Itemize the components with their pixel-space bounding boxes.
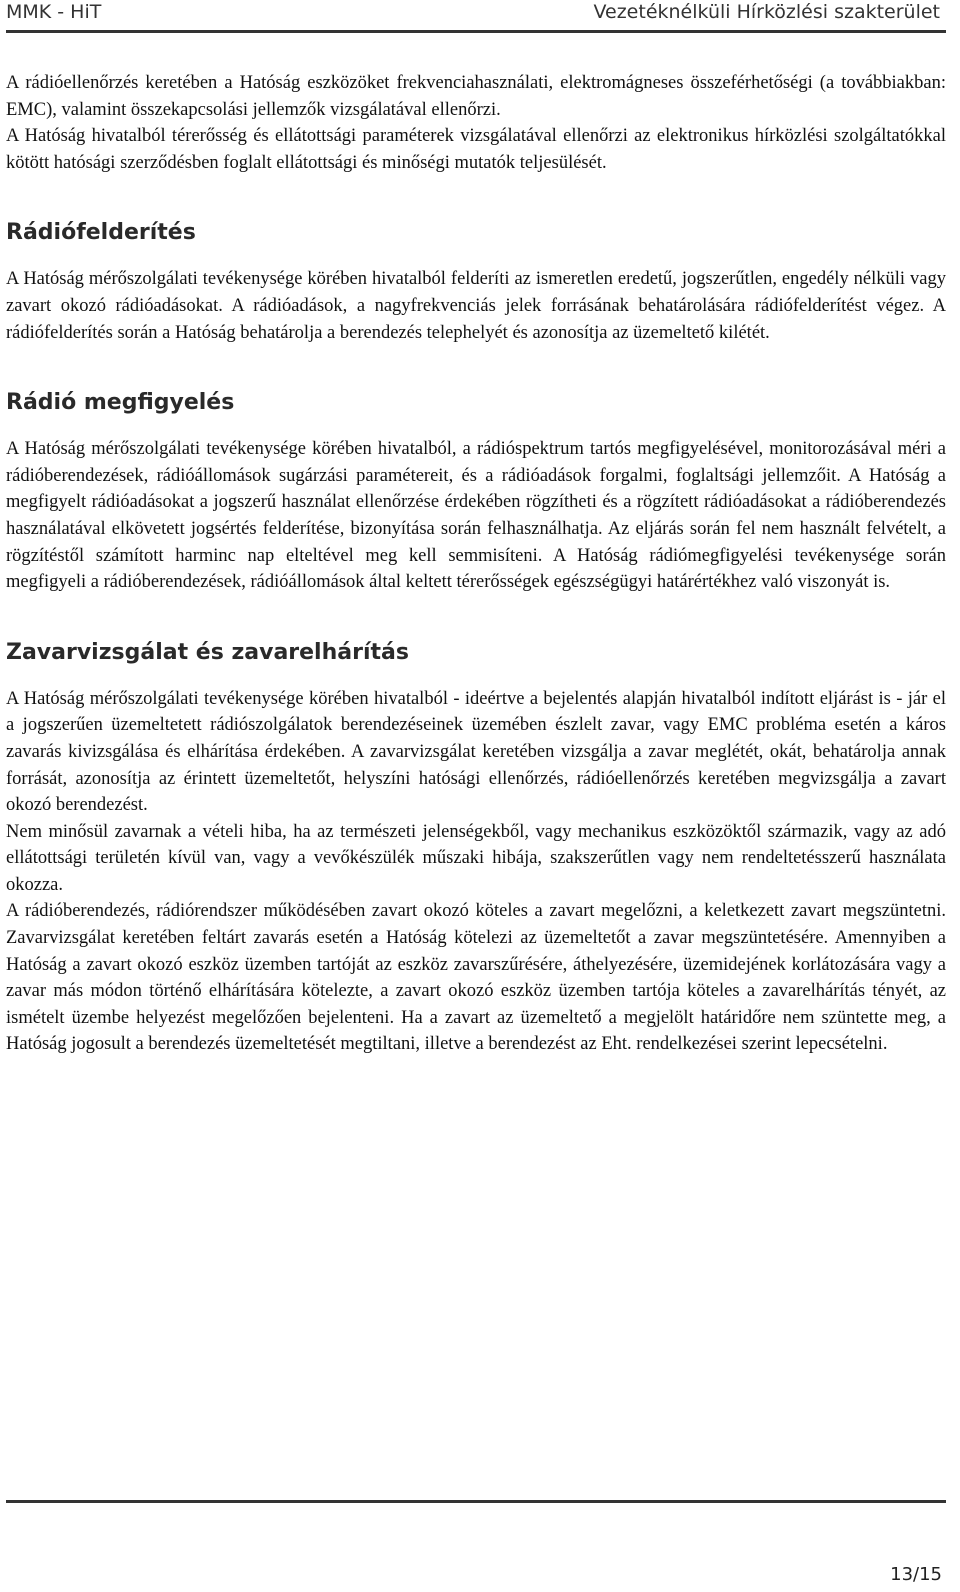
section-title-radio-megfigyeles: Rádió megfigyelés xyxy=(6,390,235,416)
header-right-title: Vezetéknélküli Hírközlési szakterület xyxy=(593,1,940,23)
section-title-zavarvizsgalat: Zavarvizsgálat és zavarelhárítás xyxy=(6,639,409,665)
footer-divider xyxy=(6,1500,946,1503)
document-body xyxy=(6,70,946,1058)
section-paragraph: Nem minősül zavarnak a vételi hiba, ha az természeti jelenségekből, vagy mechanikus eszközöktől származik, vagy az adó ellátottsági területén kívül van, vagy a vevőkészülék műszaki hibája, szakszerűtlen vagy nem rendeltetésszerű használata okozza. xyxy=(6,821,946,895)
section-paragraph: A Hatóság mérőszolgálati tevékenysége körében hivatalból felderíti az ismeretlen eredetű, jogszerűtlen, engedély nélküli vagy zavart okozó rádióadásokat. A rádióadások, a nagyfrekvenciás jelek forrásának behatárolására rádiófelderítést végez. A rádiófelderítés során a Hatóság behatárolja a berendezés telephelyét és azonosítja az üzemeltető kilétét. xyxy=(6,269,946,343)
section-paragraph: A rádióberendezés, rádiórendszer működésében zavart okozó köteles a zavart megelőzni, a keletkezett zavart megszüntetni. Zavarvizsgálat keretében feltárt zavarás esetén a Hatóság kötelezi az üzemeltetőt a zavar megszüntetésére. Amennyiben a Hatóság a zavart okozó eszköz üzemben tartóját az eszköz zavarszűrésére, áthelyezésére, üzemidejének korlátozására vagy a zavar más módon történő elhárítására kötelezte, a zavart okozó eszköz üzemben tartója köteles a zavarelhárítás tényét, az ismételt üzembe helyezést megelőzően bejelenteni. Ha a zavart az üzemeltető a megjelölt határidőre nem szüntette meg, a Hatóság jogosult a berendezés üzemeltetését megtiltani, illetve a berendezést az Eht. rendelkezései szerint lepecsételni. xyxy=(6,901,946,1055)
page-header xyxy=(6,0,946,28)
section-title-radiofelderites: Rádiófelderítés xyxy=(6,220,196,246)
header-divider xyxy=(6,30,946,33)
header-left-title: MMK - HiT xyxy=(6,1,102,23)
intro-paragraph-2: A Hatóság hivatalból térerősség és ellátottsági paraméterek vizsgálatával ellenőrzi az elektronikus hírközlési szolgáltatókkal kötött hatósági szerződésben foglalt ellátottsági és minőségi mutatók teljesülését. xyxy=(6,126,946,173)
section-paragraph: A Hatóság mérőszolgálati tevékenysége körében hivatalból - ideértve a bejelentés alapján hivatalból indított eljárást is - jár el a jogszerűen üzemeltetett rádiószolgálatok berendezéseinek üzemében észlelt zavar, vagy EMC probléma esetén a káros zavarás kivizsgálása és elhárítása érdekében. A zavarvizsgálat keretében vizsgálja a zavar meglétét, okát, behatárolja annak forrását, azonosítja az érintett üzemeltetőt, helyszíni hatósági ellenőrzés, rádióellenőrzés keretében megvizsgálja a zavart okozó berendezést. xyxy=(6,688,946,816)
page-number: 13/15 xyxy=(890,1564,942,1585)
section-paragraph: A Hatóság mérőszolgálati tevékenysége körében hivatalból, a rádióspektrum tartós megfigyelésével, monitorozásával méri a rádióberendezések, rádióállomások sugárzási paramétereit, és a rádióadások forgalmi, foglaltsági jellemzőit. A Hatóság a megfigyelt rádióadásokat a jogszerű használat ellenőrzése érdekében rögzítheti és a rögzített rádióadásokat a rádióberendezés használatával elkövetett jogsértés felderítése, bizonyítása során felhasználhatja. Az eljárás során fel nem használt felvételt, a rögzítéstől számított harminc nap elteltével meg kell semmisíteni. A Hatóság rádiómegfigyelési tevékenysége során megfigyeli a rádióberendezések, rádióállomások által keltett térerősségek egészségügyi határértékhez való viszonyát is. xyxy=(6,439,946,593)
intro-paragraph-1: A rádióellenőrzés keretében a Hatóság eszközöket frekvenciahasználati, elektromágneses összeférhetőségi (a továbbiakban: EMC), valamint összekapcsolási jellemzők vizsgálatával ellenőrzi. xyxy=(6,73,946,120)
